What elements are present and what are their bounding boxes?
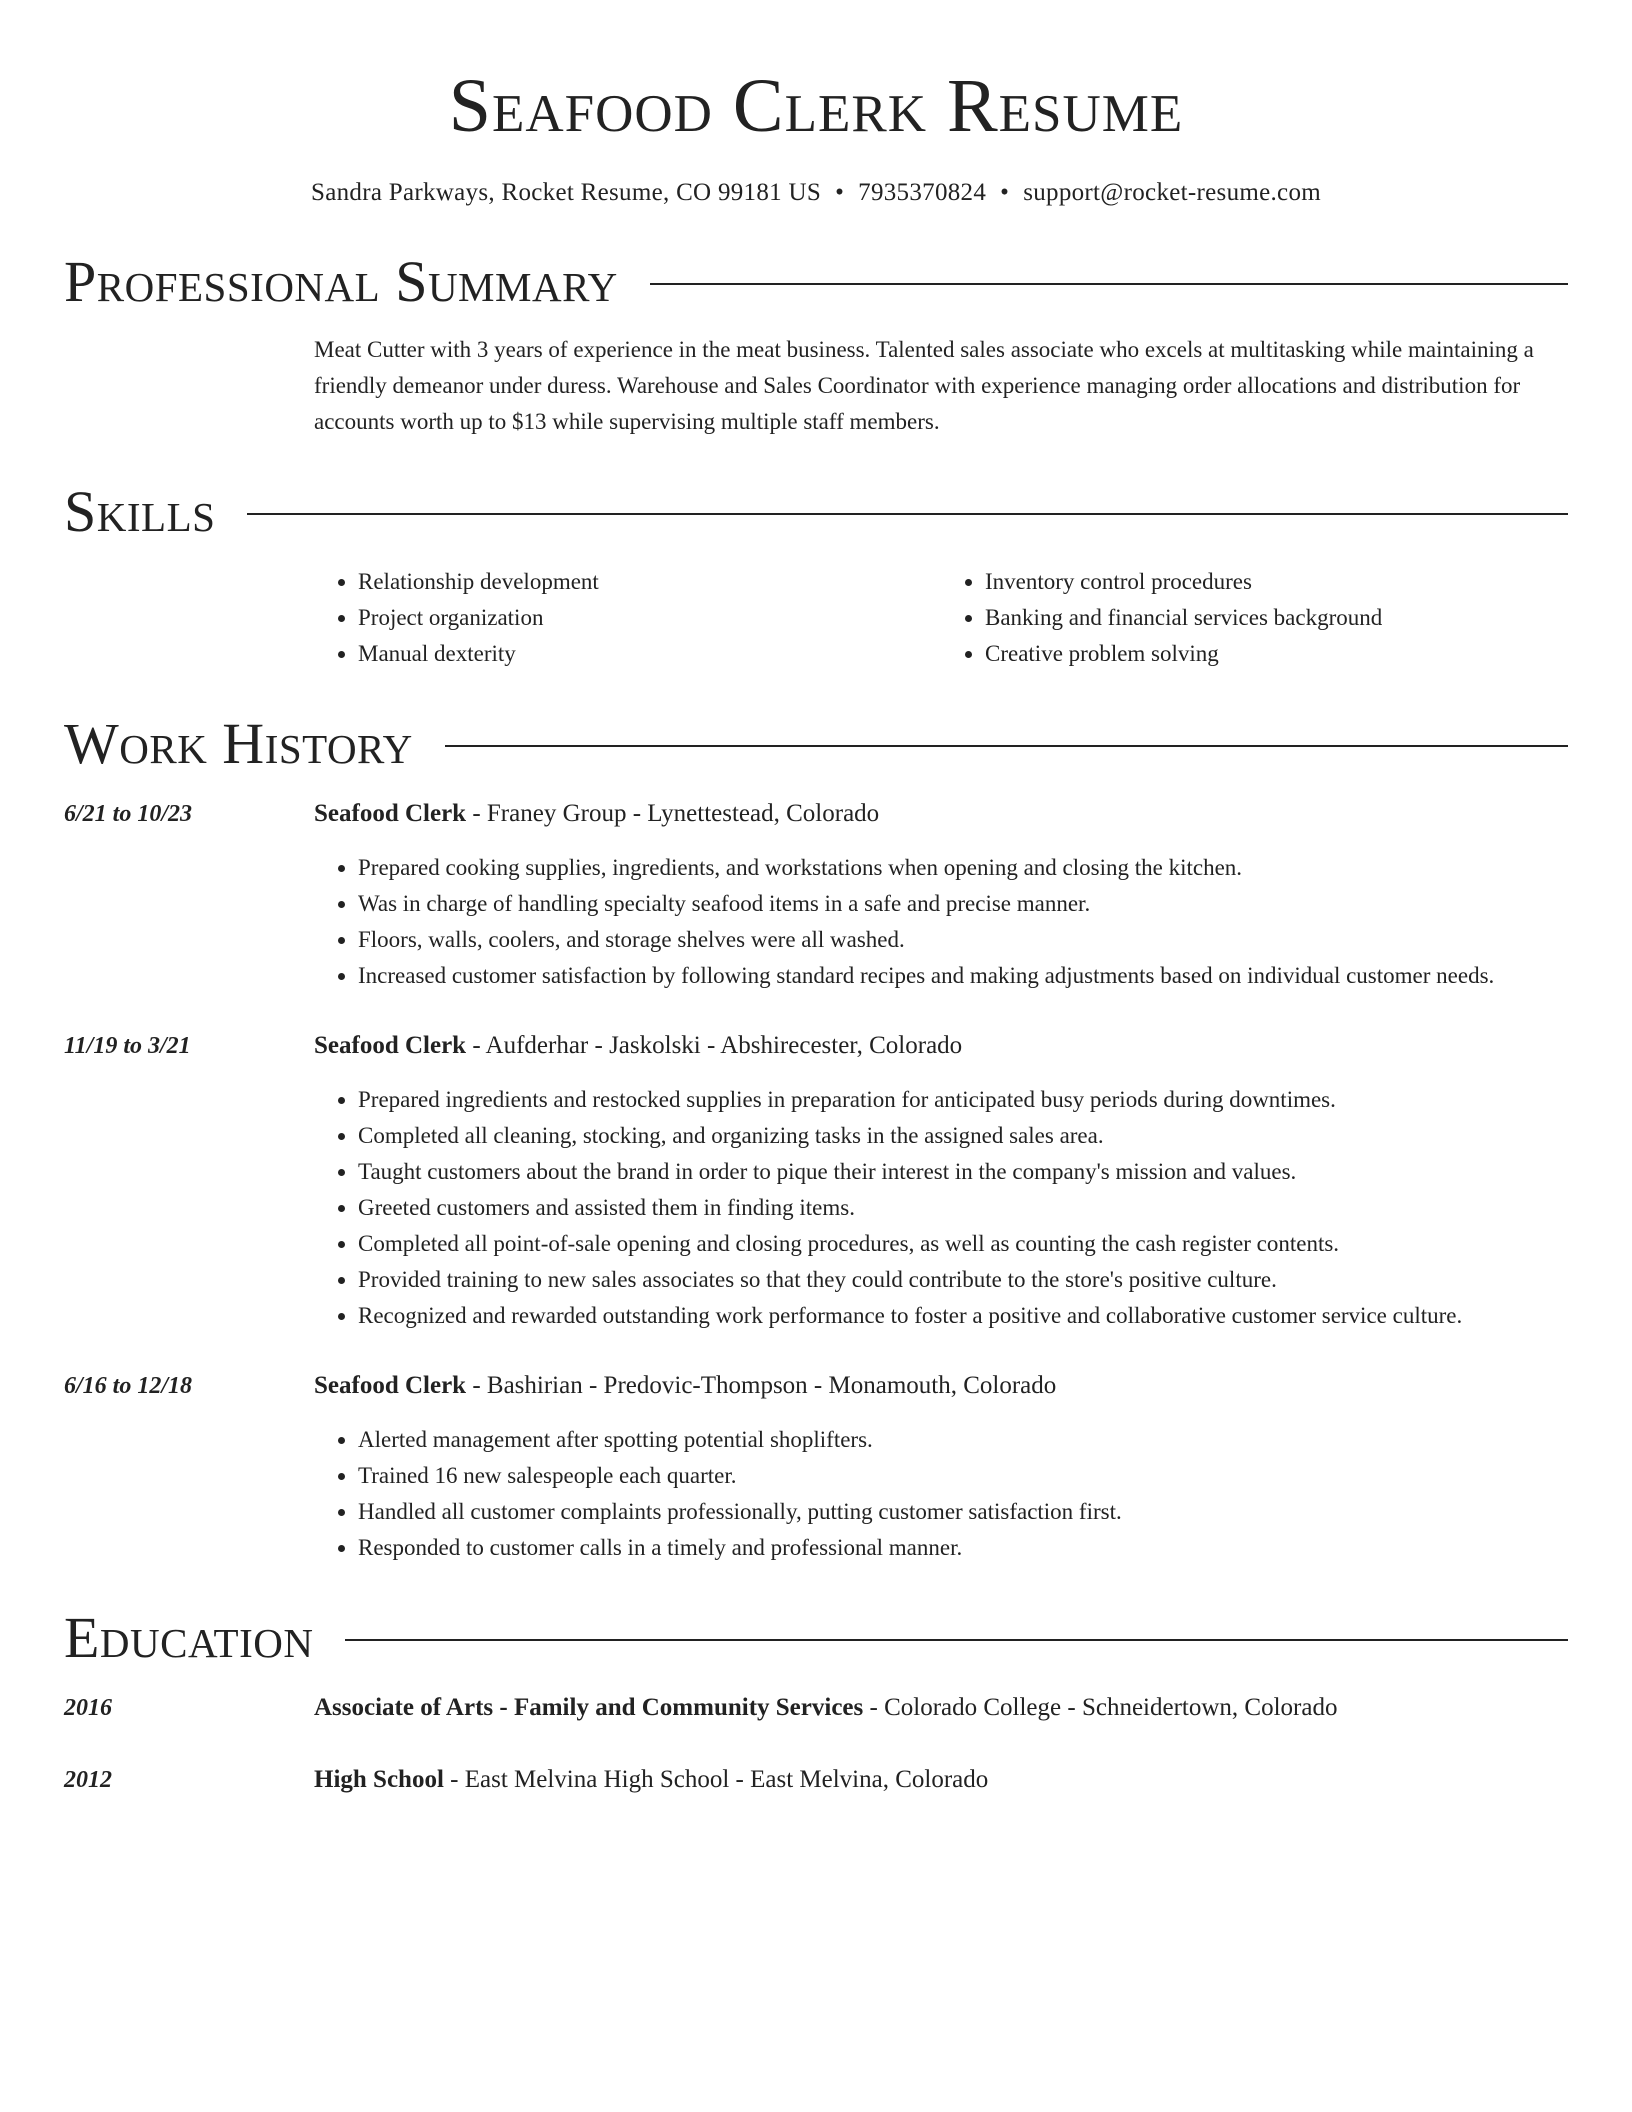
job-bullet: • Completed all point-of-sale opening and closing procedures, as well as counting the cash register contents.: [358, 1226, 1568, 1262]
contact-separator: •: [835, 179, 845, 206]
job-bullet: • Completed all cleaning, stocking, and organizing tasks in the assigned sales area.: [358, 1118, 1568, 1154]
job-body: [314, 1368, 1568, 1566]
skill-item: • Creative problem solving: [985, 636, 1568, 672]
job-bullet: • Increased customer satisfaction by following standard recipes and making adjustments based on individual customer needs.: [358, 958, 1568, 994]
education-school: - East Melvina High School - East Melvina, Colorado: [443, 1766, 989, 1793]
section-title-summary: Professional Summary: [64, 249, 618, 314]
skill-item: • Manual dexterity: [358, 636, 941, 672]
resume-title: Seafood Clerk Resume: [448, 64, 1184, 148]
job-bullet: • Prepared ingredients and restocked supplies in preparation for anticipated busy periods during downtimes.: [358, 1082, 1568, 1118]
section-divider: [345, 1639, 1568, 1641]
job-bullet: • Provided training to new sales associates so that they could contribute to the store's positive culture.: [358, 1262, 1568, 1298]
skills-column-right: [941, 564, 1568, 672]
section-divider: [247, 513, 1568, 515]
job-bullet: • Handled all customer complaints professionally, putting customer satisfaction first.: [358, 1494, 1568, 1530]
job-heading: [314, 1028, 1568, 1064]
education-entry: [64, 1762, 1568, 1798]
skill-item: • Project organization: [358, 600, 941, 636]
job-bullet: • Alerted management after spotting potential shoplifters.: [358, 1422, 1568, 1458]
section-title-skills: Skills: [64, 479, 216, 544]
contact-email: support@rocket-resume.com: [1023, 179, 1321, 206]
job-employer: - Bashirian - Predovic-Thompson - Monamouth, Colorado: [466, 1372, 1057, 1399]
job-heading: [314, 796, 1568, 832]
section-title-education: Education: [64, 1605, 314, 1670]
job-title: Seafood Clerk: [314, 1372, 467, 1399]
section-header-education: [64, 1606, 1568, 1670]
section-title-work: Work History: [64, 711, 413, 776]
section-header-skills: [64, 480, 1568, 544]
job-dates: 11/19 to 3/21: [64, 1033, 191, 1059]
job-body: [314, 1028, 1568, 1334]
summary-text: Meat Cutter with 3 years of experience in the meat business. Talented sales associate who excels at multitasking while maintaining a friendly demeanor under duress. Warehouse and Sales Coordinator with experience managing order allocations and distribution for accounts worth up to $13 while supervising multiple staff members.: [314, 337, 1534, 434]
education-details: [314, 1690, 1568, 1726]
section-divider: [445, 745, 1568, 747]
section-header-summary: [64, 250, 1568, 314]
job-dates: 6/16 to 12/18: [64, 1373, 193, 1399]
contact-separator: •: [1000, 179, 1010, 206]
education-school: - Colorado College - Schneidertown, Colorado: [863, 1694, 1338, 1721]
skills-column-left: [314, 564, 941, 672]
job-bullet: • Prepared cooking supplies, ingredients, and workstations when opening and closing the kitchen.: [358, 850, 1568, 886]
skills-list: [314, 564, 1568, 672]
job-bullet: • Recognized and rewarded outstanding work performance to foster a positive and collaborative customer service culture.: [358, 1298, 1568, 1334]
job-bullet: • Was in charge of handling specialty seafood items in a safe and precise manner.: [358, 886, 1568, 922]
education-entry: [64, 1690, 1568, 1726]
contact-line: [64, 176, 1568, 210]
job-heading: [314, 1368, 1568, 1404]
job-bullets: [314, 850, 1568, 994]
job-entry: [64, 796, 1568, 994]
job-bullet: • Greeted customers and assisted them in finding items.: [358, 1190, 1568, 1226]
job-dates: 6/21 to 10/23: [64, 801, 193, 827]
job-bullet: • Trained 16 new salespeople each quarter.: [358, 1458, 1568, 1494]
job-bullet: • Taught customers about the brand in order to pique their interest in the company's mission and values.: [358, 1154, 1568, 1190]
education-year: 2012: [64, 1767, 112, 1793]
job-entry: [64, 1028, 1568, 1334]
skill-item: • Banking and financial services background: [985, 600, 1568, 636]
job-body: [314, 796, 1568, 994]
education-degree: High School: [314, 1766, 444, 1793]
job-bullet: • Floors, walls, coolers, and storage shelves were all washed.: [358, 922, 1568, 958]
section-divider: [650, 283, 1568, 285]
education-degree: Associate of Arts - Family and Community Services: [314, 1694, 864, 1721]
job-entry: [64, 1368, 1568, 1566]
education-details: [314, 1762, 1568, 1798]
contact-phone: 7935370824: [858, 179, 987, 206]
job-title: Seafood Clerk: [314, 1032, 467, 1059]
job-employer: - Franey Group - Lynettestead, Colorado: [466, 800, 880, 827]
section-header-work: [64, 712, 1568, 776]
job-bullet: • Responded to customer calls in a timely and professional manner.: [358, 1530, 1568, 1566]
skill-item: • Inventory control procedures: [985, 564, 1568, 600]
contact-address: Sandra Parkways, Rocket Resume, CO 99181 US: [311, 179, 822, 206]
education-year: 2016: [64, 1695, 112, 1721]
skill-item: • Relationship development: [358, 564, 941, 600]
job-employer: - Aufderhar - Jaskolski - Abshirecester, Colorado: [466, 1032, 963, 1059]
job-bullets: [314, 1422, 1568, 1566]
job-title: Seafood Clerk: [314, 800, 467, 827]
job-bullets: [314, 1082, 1568, 1334]
